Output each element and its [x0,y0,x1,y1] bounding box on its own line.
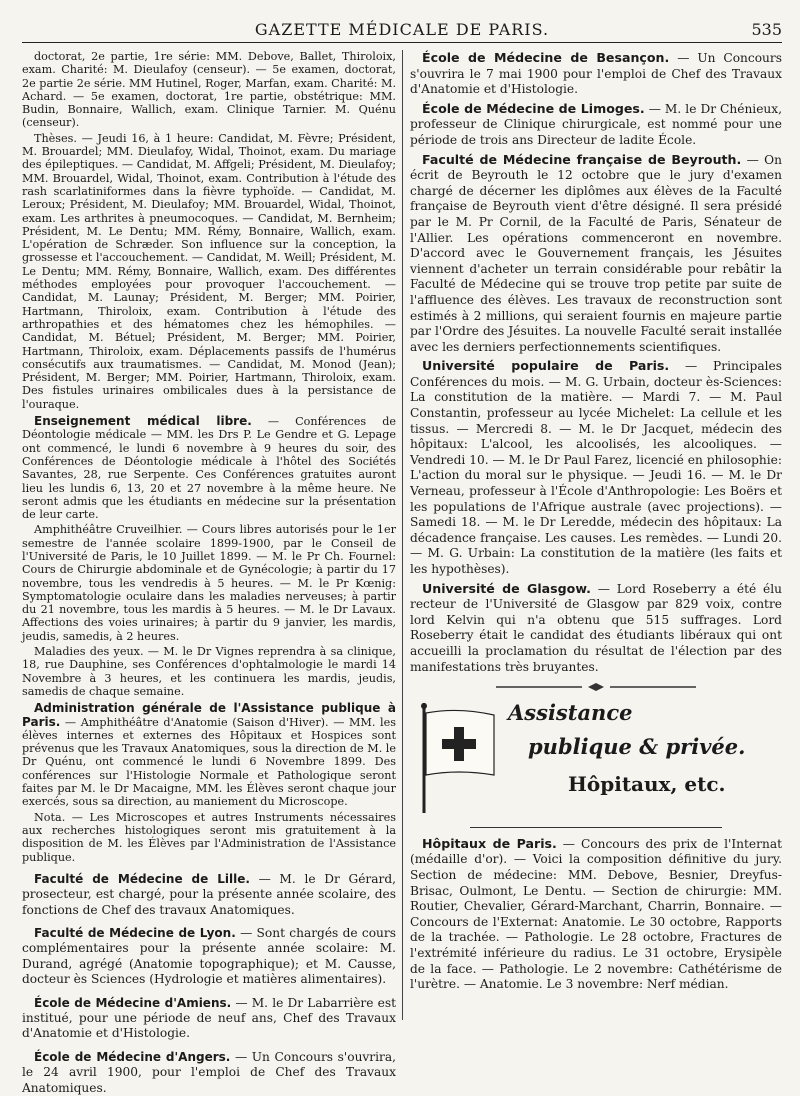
section-heading: École de Médecine d'Angers. [34,1049,231,1064]
section-heading: Hôpitaux de Paris. [422,835,557,851]
section-body: — On écrit de Beyrouth le 12 octobre que le jury d'examen chargé de décerner les diplômes aux élèves de la Faculté française de Beyrouth vient d'être désigné. Il sera présidé par le M. Pr Cornil, de la Faculté de Paris, Sénateur de l'Allier. Les opérations commenceront en novembre. D'accord avec le Gouvernement français, les Jésuites viennent d'acheter un terrain considérable pour rebâtir la Faculté de Médecine qui se trouve trop petite par suite de l'affluence des élèves. Les travaux de reconstruction sont estimés à 2 millions, qui seraient fournis en majeure partie par l'Ordre des Jésuites. La nouvelle Faculté serait installée avec les derniers perfectionnements scientifiques. [410,152,782,354]
section-body: — M. le Dr Labarrière est institué, pour une période de neuf ans, Chef des Travaux d'Anatomie et d'Histologie. [22,995,396,1041]
section-heading: Faculté de Médecine française de Beyrouth. [422,151,742,167]
ornamental-divider [410,681,782,697]
section-heading: Faculté de Médecine de Lyon. [34,926,236,941]
section-heading: Enseignement médical libre. [34,414,252,429]
section-body: — Concours des prix de l'Internat (médaille d'or). — Voici la composition définitive du jury. Section de médecine: MM. Debove, Besnier, Dreyfus-Brisac, Oulmont, Le Dentu. — Section de chirurgie: MM. Routier, Chevalier, Gérard-Marchant, Charrin, Bonnaire. — Concours de l'Externat: Anatomie. Le 30 octobre, Rapports de la trachée. — Pathologie. Le 28 octobre, Fractures de l'extrémité inférieure du radius. Le 31 octobre, Erysipèle de la face. — Pathologie. Le 2 novembre: Cathétérisme de l'urètre. — Anatomie. Le 3 novembre: Nerf médian. [410,836,782,992]
section-heading: École de Médecine de Limoges. [422,100,645,116]
paragraph-nota: Nota. — Les Microscopes et autres Instruments nécessaires aux recherches histologiques seront mis gratuitement à la disposition de M. les Élèves par l'Administration de l'Assistance publique. [22,810,396,864]
section-body: — M. le Dr Chénieux, professeur de Clinique chirurgicale, est nommé pour une période de trois ans Directeur de ladite École. [410,101,783,147]
banner-line-3: Hôpitaux, etc. [568,771,726,796]
divider-ornament-icon [496,682,696,692]
section-hopitaux-de-paris [410,836,782,993]
exam-listing: doctorat, 2e partie, 1re série: MM. Debove, Ballet, Thiroloix, exam. Charité: M. Dieulafoy (censeur). — 5e examen, doctorat, 2e partie 2e série. MM Hutinel, Roger, Marfan, exam. Charité: M. Achard. — 5e examen, doctorat, 1re partie, obstétrique: MM. Budin, Bonnaire, Wallich, exam. Clinique Tarnier. M. Quénu (censeur). [22,50,396,130]
section-heading: Université de Glasgow. [422,580,591,596]
section-body: — Un Concours s'ouvrira, le 24 avril 1900, pour l'emploi de Chef des Travaux Anatomiques. [22,1049,396,1095]
page-header [22,18,782,43]
section-limoges [410,101,782,149]
section-body: — M. le Dr Gérard, prosecteur, est chargé, pour la présente année scolaire, des fonctions de Chef des travaux Anatomiques. [22,871,396,917]
section-body: — Sont chargés de cours complémentaires pour la présente année scolaire: M. Durand, agrégé (Anatomie topographique); et M. Causse, docteur ès Sciences (Hydrologie et matières alimentaires). [22,926,396,987]
section-universite-populaire [410,358,782,577]
section-heading: École de Médecine de Besançon. [422,50,670,65]
theses-listing: Thèses. — Jeudi 16, à 1 heure: Candidat, M. Fèvre; Président, M. Brouardel; MM. Dieulafoy, Widal, Thoinot, exam. Du mariage des épileptiques. — Candidat, M. Affgeli; Président, M. Dieulafoy; MM. Brouardel, Widal, Thoinot, exam. Contribution à l'étude des rash scarlatiniformes dans la fièvre typhoïde. — Candidat, M. Leroux; Président, M. Dieulafoy; MM. Brouardel, Widal, Thoinot, exam. Les arthrites à pneumocoques. — Candidat, M. Bernheim; Président, M. Le Dentu; MM. Rémy, Bonnaire, Wallich, exam. L'opération de Schræder. Son influence sur la conception, la grossesse et l'accouchement. — Candidat, M. Weill; Président, M. Le Dentu; MM. Rémy, Bonnaire, Wallich, exam. Des différentes méthodes employées pour provoquer l'accouchement. — Candidat, M. Launay; Président, M. Berger; MM. Poirier, Hartmann, Thiroloix, exam. Contribution à l'étude des arthropathies et des hématomes chez les hémophiles. — Candidat, M. Bétuel; Président, M. Berger; MM. Poirier, Hartmann, Thiroloix, exam. Déplacements passifs de l'humérus consécutifs aux traumatismes. — Candidat, M. Monod (Jean); Président, M. Berger; MM. Poirier, Hartmann, Thiroloix, exam. Des fistules urinaires ombilicales dues à la persistance de l'ouraque. [22,131,396,411]
paragraph-cruveilhier: Amphithéâtre Cruveilhier. — Cours libres autorisés pour le 1er semestre de l'année scolaire 1899-1900, par le Conseil de l'Université de Paris, le 10 Juillet 1899. — M. le Pr Ch. Fournel: Cours de Chirurgie abdominale et de Gynécologie; à partir du 17 novembre, tous les vendredis à 5 heures. — M. le Pr Kœnig: Symptomatologie oculaire dans les maladies nerveuses; à partir du 21 novembre, tous les mardis à 5 heures. — M. le Dr Lavaux. Affections des voies urinaires; à partir du 9 janvier, les mardis, jeudis, samedis, à 2 heures. [22,523,396,643]
horizontal-rule [470,827,722,828]
banner-line-2: publique & privée. [528,733,746,759]
red-cross-flag-icon [418,703,498,813]
section-assistance [22,702,396,808]
section-body: — Amphithéâtre d'Anatomie (Saison d'Hiver). — MM. les élèves internes et externes des Hôpitaux et Hospices sont prévenus que les Travaux Anatomiques, sous la direction de M. le Dr Quénu, ont commencé le lundi 6 Novembre 1899. Des conférences sur l'Histologie Normale et Pathologique seront faites par M. le Dr Macaigne, MM. les Élèves seront chaque jour exercés, sous sa direction, au maniement du Microscope. [22,715,397,809]
section-body: — Un Concours s'ouvrira le 7 mai 1900 pour l'emploi de Chef des Travaux d'Anatomie et d'Histologie. [410,51,782,97]
section-lille [22,872,396,918]
section-lyon [22,926,396,988]
section-heading: École de Médecine d'Amiens. [34,995,232,1010]
section-glasgow [410,581,782,676]
section-angers [22,1050,396,1096]
section-body: — Conférences de Déontologie médicale — MM. les Drs P. Le Gendre et G. Lepage ont commencé, le lundi 6 novembre à 9 heures du soir, des Conférences de Déontologie médicale à l'hôtel des Sociétés Savantes, 28, rue Serpente. Ces Conférences gratuites auront lieu les lundis 6, 13, 20 et 27 novembre à la même heure. Ne seront admis que les étudiants en médecine sur la présentation de leur carte. [22,415,396,522]
journal-title: GAZETTE MÉDICALE DE PARIS. [254,20,550,39]
section-heading: Université populaire de Paris. [422,358,670,374]
right-column [410,50,782,1035]
journal-page [22,0,783,1095]
left-column [22,50,397,1095]
page-number: 535 [751,20,782,39]
section-heading: Administration générale de l'Assistance publique à Paris. [22,701,396,729]
section-enseignement [22,415,396,521]
paragraph-yeux: Maladies des yeux. — M. le Dr Vignes reprendra à sa clinique, 18, rue Dauphine, ses Conférences d'ophtalmologie le mardi 14 Novembre à 3 heures, et les continuera les mardis, jeudis, samedis de chaque semaine. [22,645,396,698]
section-beyrouth [410,152,782,356]
section-besancon [410,50,782,98]
column-divider [402,50,403,1020]
assistance-banner [410,699,782,819]
section-body: — Principales Conférences du mois. — M. G. Urbain, docteur ès-Sciences: La constitution de la matière. — Mardi 7. — M. Paul Constantin, professeur au lycée Michelet: La cellule et les tissus. — Mercredi 8. — M. le Dr Jacquet, médecin des hôpitaux: L'alcool, les alcoolisés, les alcooliques. — Vendredi 10. — M. le Dr Paul Farez, licencié en philosophie: L'action du moral sur le physique. — Jeudi 16. — M. le Dr Verneau, professeur à l'École d'Anthropologie: Les Boërs et les populations de l'Afrique australe (avec projections). — Samedi 18. — M. le Dr Leredde, médecin des hôpitaux: La décadence française. Les causes. Les remèdes. — Lundi 20. — M. G. Urbain: La constitution de la matière (les faits et les hypothèses). [410,359,782,576]
section-amiens [22,996,396,1042]
section-heading: Faculté de Médecine de Lille. [34,871,250,886]
section-body: — Lord Roseberry a été élu recteur de l'Université de Glasgow par 829 voix, contre lord Kelvin qui n'a obtenu que 515 suffrages. Lord Roseberry était le candidat des étudiants libéraux qui ont accueilli la proclamation du résultat de l'élection par des manifestations très bruyantes. [410,581,782,674]
banner-line-1: Assistance [508,699,633,725]
